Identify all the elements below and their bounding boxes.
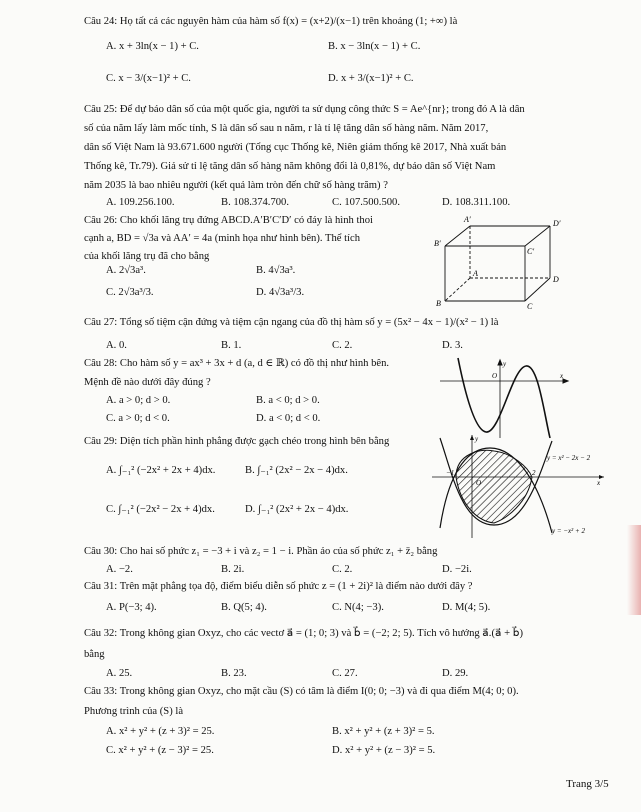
q24-stem: Câu 24: Họ tất cả các nguyên hàm của hàm số f(x) = (x+2)/(x−1) trên khoảng (1; +∞) là bbox=[84, 16, 458, 27]
q33-option-a: A. x² + y² + (z + 3)² = 25. bbox=[106, 726, 215, 737]
q26-option-d: D. 4√3a³/3. bbox=[256, 287, 305, 298]
q26-option-b: B. 4√3a³. bbox=[256, 265, 296, 276]
q28-option-d: D. a < 0; d < 0. bbox=[256, 413, 321, 424]
q32-stem: Câu 32: Trong không gian Oxyz, cho các vectơ a⃗ = (1; 0; 3) và b⃗ = (−2; 2; 5). Tích vô hướng a⃗.(a⃗ + b⃗) bbox=[84, 628, 523, 639]
q31-option-d: D. M(4; 5). bbox=[442, 602, 491, 613]
q27-option-a: A. 0. bbox=[106, 340, 127, 351]
q30-option-b: B. 2i. bbox=[221, 564, 245, 575]
q32-option-a: A. 25. bbox=[106, 668, 133, 679]
q32-option-d: D. 29. bbox=[442, 668, 469, 679]
q25-option-a: A. 109.256.100. bbox=[106, 197, 175, 208]
q26-line-2: cạnh a, BD = √3a và AA′ = 4a (minh họa như hình bên). Thể tích bbox=[84, 233, 360, 244]
q25-line-2: số của năm lấy làm mốc tính, S là dân số sau n năm, r là tỉ lệ tăng dân số hàng năm. Năm 2017, bbox=[84, 123, 489, 134]
parabola-area-graph bbox=[432, 433, 607, 538]
area-axis-x-label: x bbox=[597, 479, 601, 487]
q29-option-c: C. ∫₋₁² (−2x² − 2x + 4)dx. bbox=[106, 504, 215, 515]
upper-curve-label: y = x² − 2x − 2 bbox=[547, 454, 591, 462]
edge-shadow bbox=[627, 525, 641, 615]
q27-stem: Câu 27: Tổng số tiệm cận đứng và tiệm cận ngang của đồ thị hàm số y = (5x² − 4x − 1)/(x² − 1) là bbox=[84, 317, 499, 328]
lower-curve-label: y = −x² + 2 bbox=[552, 527, 585, 535]
q29-option-a: A. ∫₋₁² (−2x² + 2x + 4)dx. bbox=[106, 465, 216, 476]
q30-option-d: D. −2i. bbox=[442, 564, 472, 575]
label-d: D bbox=[553, 275, 559, 284]
axis-y-label: y bbox=[503, 360, 507, 368]
q29-option-d: D. ∫₋₁² (2x² + 2x − 4)dx. bbox=[245, 504, 349, 515]
q28-line-1: Câu 28: Cho hàm số y = ax³ + 3x + d (a, d ∈ ℝ) có đồ thị như hình bên. bbox=[84, 358, 390, 369]
q32-option-c: C. 27. bbox=[332, 668, 358, 679]
label-a-prime: A′ bbox=[464, 215, 471, 224]
q31-option-c: C. N(4; −3). bbox=[332, 602, 384, 613]
q29-option-b: B. ∫₋₁² (2x² − 2x − 4)dx. bbox=[245, 465, 348, 476]
q32-option-b: B. 23. bbox=[221, 668, 247, 679]
q30-stem: Câu 30: Cho hai số phức z₁ = −3 + i và z₂ = 1 − i. Phần ảo của số phức z₁ + z̄₂ bằng bbox=[84, 546, 438, 557]
label-c-prime: C′ bbox=[527, 247, 535, 256]
q26-line-3: của khối lăng trụ đã cho bằng bbox=[84, 251, 210, 262]
q24-option-c: C. x − 3/(x−1)² + C. bbox=[106, 73, 191, 84]
q27-option-c: C. 2. bbox=[332, 340, 353, 351]
q33-stem: Câu 33: Trong không gian Oxyz, cho mặt cầu (S) có tâm là điểm I(0; 0; −3) và đi qua điểm M(4; 0; 0). bbox=[84, 686, 519, 697]
q33-cont: Phương trình của (S) là bbox=[84, 706, 184, 717]
minus-one-label: −1 bbox=[446, 469, 455, 477]
q26-option-c: C. 2√3a³/3. bbox=[106, 287, 154, 298]
prism-figure bbox=[434, 215, 561, 311]
q31-stem: Câu 31: Trên mặt phẳng tọa độ, điểm biểu diễn số phức z = (1 + 2i)² là điểm nào dưới đây ? bbox=[84, 581, 473, 592]
q31-option-a: A. P(−3; 4). bbox=[106, 602, 157, 613]
q27-option-d: D. 3. bbox=[442, 340, 463, 351]
axis-x-label: x bbox=[560, 372, 564, 380]
q27-option-b: B. 1. bbox=[221, 340, 242, 351]
q30-option-a: A. −2. bbox=[106, 564, 133, 575]
q26-line-1: Câu 26: Cho khối lăng trụ đứng ABCD.A′B′C′D′ có đáy là hình thoi bbox=[84, 215, 373, 226]
q25-line-1: Câu 25: Để dự báo dân số của một quốc gia, người ta sử dụng công thức S = Ae^{nr}; trong đó A là dân bbox=[84, 104, 525, 115]
q28-option-b: B. a < 0; d > 0. bbox=[256, 395, 320, 406]
q25-option-c: C. 107.500.500. bbox=[332, 197, 400, 208]
area-origin-label: O bbox=[476, 479, 482, 487]
q31-option-b: B. Q(5; 4). bbox=[221, 602, 267, 613]
q25-option-d: D. 108.311.100. bbox=[442, 197, 511, 208]
two-label: 2 bbox=[532, 469, 536, 477]
label-a: A bbox=[473, 269, 478, 278]
origin-label: O bbox=[492, 372, 498, 380]
q30-option-c: C. 2. bbox=[332, 564, 353, 575]
label-b-prime: B′ bbox=[434, 239, 441, 248]
q25-line-3: dân số Việt Nam là 93.671.600 người (Tổng cục Thống kê, Niên giám thống kê 2017, Nhà xuất bản bbox=[84, 142, 507, 153]
q24-option-d: D. x + 3/(x−1)² + C. bbox=[328, 73, 414, 84]
cubic-graph bbox=[440, 358, 570, 438]
q33-option-d: D. x² + y² + (z − 3)² = 5. bbox=[332, 745, 436, 756]
label-c: C bbox=[527, 302, 533, 311]
label-d-prime: D′ bbox=[553, 219, 561, 228]
area-axis-y-label: y bbox=[475, 435, 479, 443]
q25-line-4: Thống kê, Tr.79). Giả sử tỉ lệ tăng dân số hàng năm không đổi là 0,81%, dự báo dân số Việt Nam bbox=[84, 161, 496, 172]
label-b: B bbox=[436, 299, 441, 308]
q33-option-c: C. x² + y² + (z − 3)² = 25. bbox=[106, 745, 214, 756]
q24-option-a: A. x + 3ln(x − 1) + C. bbox=[106, 41, 199, 52]
q24-option-b: B. x − 3ln(x − 1) + C. bbox=[328, 41, 421, 52]
q28-line-2: Mệnh đề nào dưới đây đúng ? bbox=[84, 377, 211, 388]
q25-option-b: B. 108.374.700. bbox=[221, 197, 289, 208]
q28-option-a: A. a > 0; d > 0. bbox=[106, 395, 171, 406]
q25-line-5: năm 2035 là bao nhiêu người (kết quả làm tròn đến chữ số hàng trăm) ? bbox=[84, 180, 388, 191]
q26-option-a: A. 2√3a³. bbox=[106, 265, 146, 276]
q28-option-c: C. a > 0; d < 0. bbox=[106, 413, 170, 424]
q29-stem: Câu 29: Diện tích phần hình phẳng được gạch chéo trong hình bên bằng bbox=[84, 436, 390, 447]
q33-option-b: B. x² + y² + (z + 3)² = 5. bbox=[332, 726, 435, 737]
q32-cont: bằng bbox=[84, 649, 105, 660]
page-number: Trang 3/5 bbox=[566, 778, 609, 790]
